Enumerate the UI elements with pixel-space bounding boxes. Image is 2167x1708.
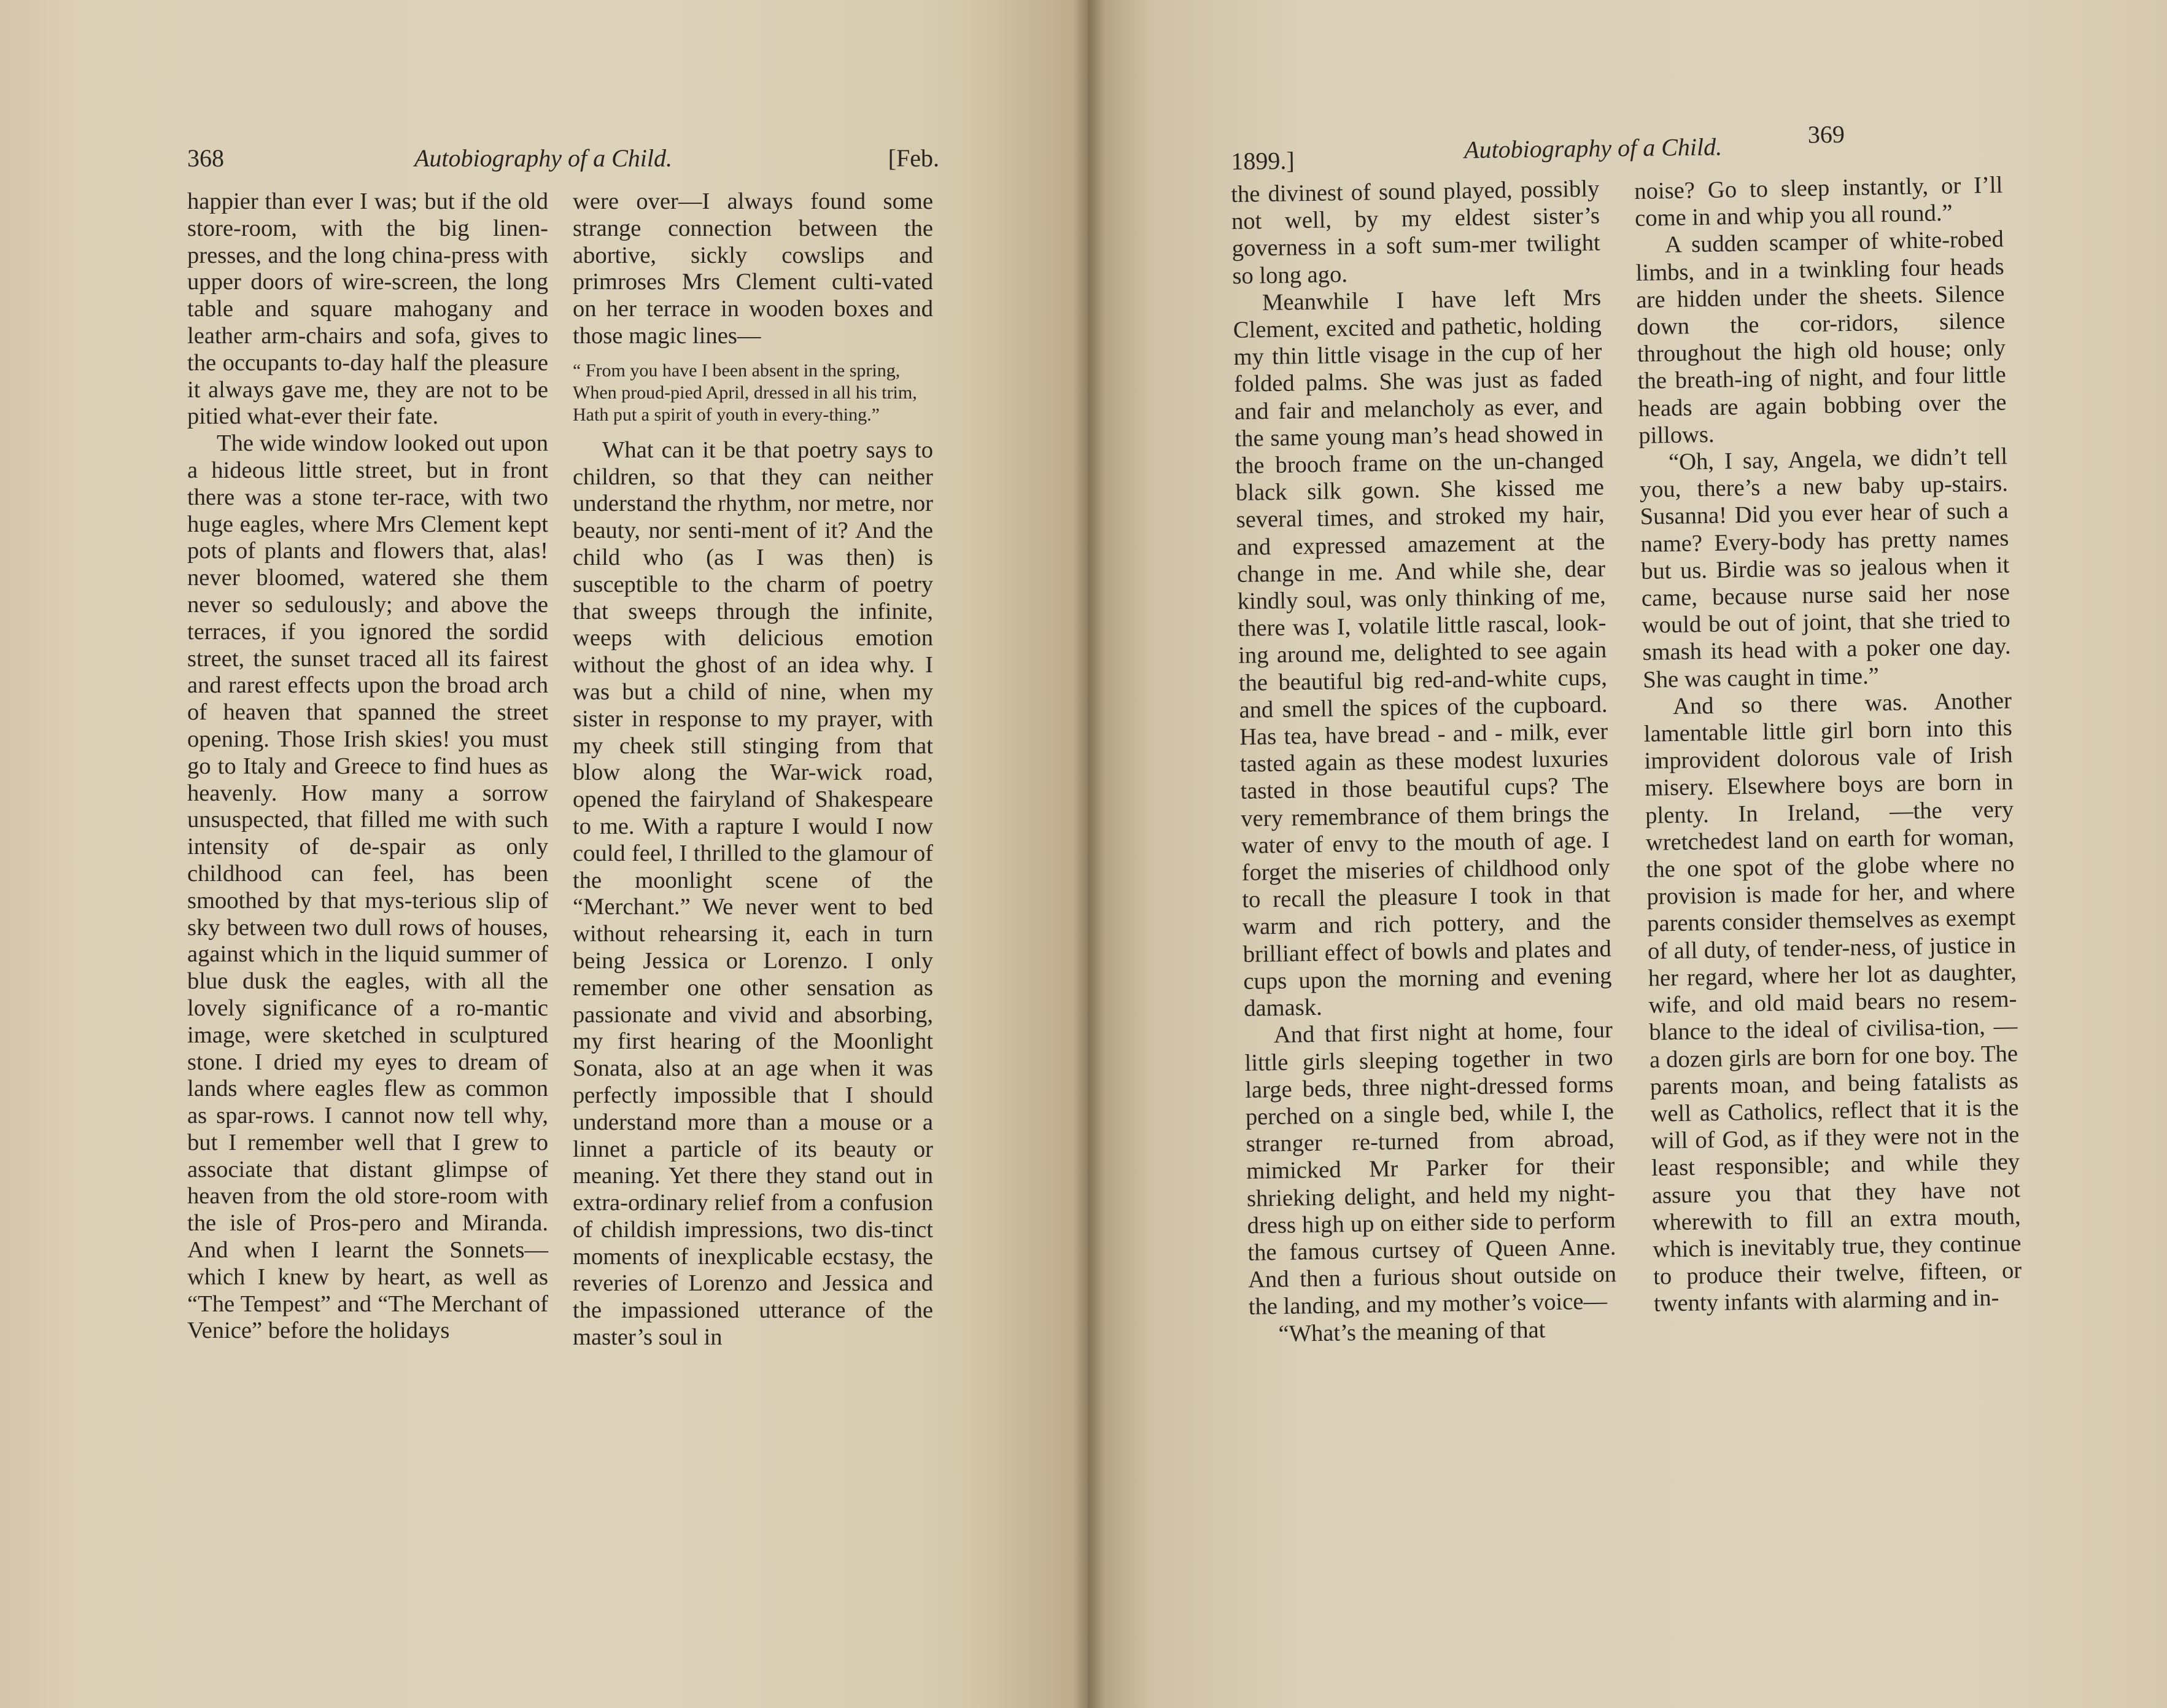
- running-head-left: [187, 140, 939, 177]
- paragraph: the divinest of sound played, possibly not well, by my eldest sister’s governess in a soft sum-mer twilight so long ago.: [1231, 176, 1600, 289]
- left-page-column-1: [187, 188, 548, 1345]
- running-date: [Feb.: [888, 144, 939, 172]
- page-number: 368: [187, 144, 224, 172]
- sonnet-quote: [573, 360, 933, 426]
- right-page: [1088, 0, 2167, 1708]
- paragraph: A sudden scamper of white-robed limbs, and in a twinkling four heads are hidden under the sheets. Silence down the cor-ridors, silence throughout the high old house; only the breath-ing of night, and four little heads are again bobbing over the pillows.: [1635, 226, 2007, 449]
- running-date: 1899.]: [1231, 146, 1295, 176]
- right-page-column-2: [1634, 172, 2022, 1318]
- paragraph: were over—I always found some strange connection between the abortive, sickly cowslips and primroses Mrs Clement culti-vated on her terrace in wooden boxes and those magic lines—: [573, 188, 933, 349]
- running-title: Autobiography of a Child.: [414, 144, 672, 172]
- quote-line: When proud-pied April, dressed in all his trim,: [573, 382, 917, 403]
- paragraph: happier than ever I was; but if the old store-room, with the big linen-presses, and the long china-press with upper doors of wire-screen, the long table and square mahogany and leather arm-chairs and sofa, gives to the occupants to-day half the pleasure it always gave me, they are not to be pitied what-ever their fate.: [187, 188, 548, 430]
- paragraph: noise? Go to sleep instantly, or I’ll come in and whip you all round.”: [1634, 172, 2003, 232]
- left-page-column-2: [573, 188, 933, 1351]
- paragraph: What can it be that poetry says to children, so that they can neither understand the rhythm, nor metre, nor beauty, nor senti-ment of it? And the child who (as I was then) is susceptible to the charm of poetry that sweeps through the infinite, weeps with delicious emotion without the ghost of an idea why. I was but a child of nine, when my sister in response to my prayer, with my cheek still stinging from that blow along the War-wick road, opened the fairyland of Shakespeare to me. With a rapture I would I now could feel, I thrilled to the glamour of the moonlight scene of the “Merchant.” We never went to bed without rehearsing it, each in turn being Jessica or Lorenzo. I only remember one other sensation as passionate and vivid and absorbing, my first hearing of the Moonlight Sonata, also at an age when it was perfectly impossible that I should understand more than a mouse or a linnet a particle of its beauty or meaning. Yet there they stand out in extra-ordinary relief from a confusion of childish impressions, two dis-tinct moments of inexplicable ecstasy, the reveries of Lorenzo and Jessica and the impassioned utterance of the master’s soul in: [573, 437, 933, 1351]
- quote-line: “ From you have I been absent in the spring,: [573, 360, 901, 381]
- paragraph: The wide window looked out upon a hideous little street, but in front there was a stone ter-race, with two huge eagles, where Mrs Clement kept pots of plants and flowers that, alas! never bloomed, watered she them never so sedulously; and above the terraces, if you ignored the sordid street, the sunset traced all its fairest and rarest effects upon the broad arch of heaven that spanned the street opening. Those Irish skies! you must go to Italy and Greece to find hues as heavenly. How many a sorrow unsuspected, that filled me with such intensity of de-spair as only childhood can feel, has been smoothed by that mys-terious slip of sky between two dull rows of houses, against which in the liquid summer of blue dusk the eagles, with all the lovely significance of a ro-mantic image, were sketched in sculptured stone. I dried my eyes to dream of lands where eagles flew as common as spar-rows. I cannot now tell why, but I remember well that I grew to associate that distant glimpse of heaven from the old store-room with the isle of Pros-pero and Miranda. And when I learnt the Sonnets—which I knew by heart, as well as “The Tempest” and “The Merchant of Venice” before the holidays: [187, 430, 548, 1344]
- running-title: Autobiography of a Child.: [1463, 133, 1723, 164]
- right-page-column-1: [1231, 176, 1618, 1348]
- running-head-right: [1231, 120, 1845, 176]
- paragraph: And so there was. Another lamentable little girl born into this improvident dolorous vale of Irish misery. Elsewhere boys are born in plenty. In Ireland, —the very wretchedest land on earth for woman, the one spot of the globe where no provision is made for her, and where parents consider themselves as exempt of all duty, of tender-ness, of justice in her regard, where her lot as daughter, wife, and old maid bears no resem-blance to the ideal of civilisa-tion, — a dozen girls are born for one boy. The parents moan, and being fatalists as well as Catholics, reflect that it is the will of God, as if they were not in the least responsible; and while they assure you that they have not wherewith to fill an extra mouth, which is inevitably true, they continue to produce their twelve, fifteen, or twenty infants with alarming and in-: [1643, 688, 2022, 1318]
- paragraph: Meanwhile I have left Mrs Clement, excited and pathetic, holding my thin little visage in the cup of her folded palms. She was just as faded and fair and melancholy as ever, and the same young man’s head showed in the brooch frame on the un-changed black silk gown. She kissed me several times, and stroked my hair, and expressed amazement at the change in me. And while she, dear kindly soul, was only thinking of me, there was I, volatile little rascal, look-ing around me, delighted to see again the beautiful big red-and-white cups, and smell the spices of the cupboard. Has tea, have bread - and - milk, ever tasted again as these modest luxuries tasted in those beautiful cups? The very remembrance of them brings the water of envy to the mouth of age. I forget the miseries of childhood only to recall the pleasure I took in that warm and rich pottery, and the brilliant effect of bowls and plates and cups upon the morning and evening damask.: [1233, 284, 1612, 1022]
- quote-line: Hath put a spirit of youth in every-thing.”: [573, 404, 880, 425]
- page-number: 369: [1807, 120, 1845, 149]
- paragraph: And that first night at home, four little girls sleeping together in two large beds, three night-dressed forms perched on a single bed, while I, the stranger re-turned from abroad, mimicked Mr Parker for their shrieking delight, and held my night-dress high up on either side to perform the famous curtsey of Queen Anne. And then a furious shout outside on the landing, and my mother’s voice—: [1244, 1017, 1617, 1321]
- book-gutter: [1073, 0, 1105, 1708]
- paragraph: “What’s the meaning of that: [1278, 1316, 1546, 1347]
- paragraph: “Oh, I say, Angela, we didn’t tell you, there’s a new baby up-stairs. Susanna! Did you ever hear of such a name? Every-body has pretty names but us. Birdie was so jealous when it came, because nurse said her nose would be out of joint, that she tried to smash its head with a poker one day. She was caught in time.”: [1639, 443, 2011, 693]
